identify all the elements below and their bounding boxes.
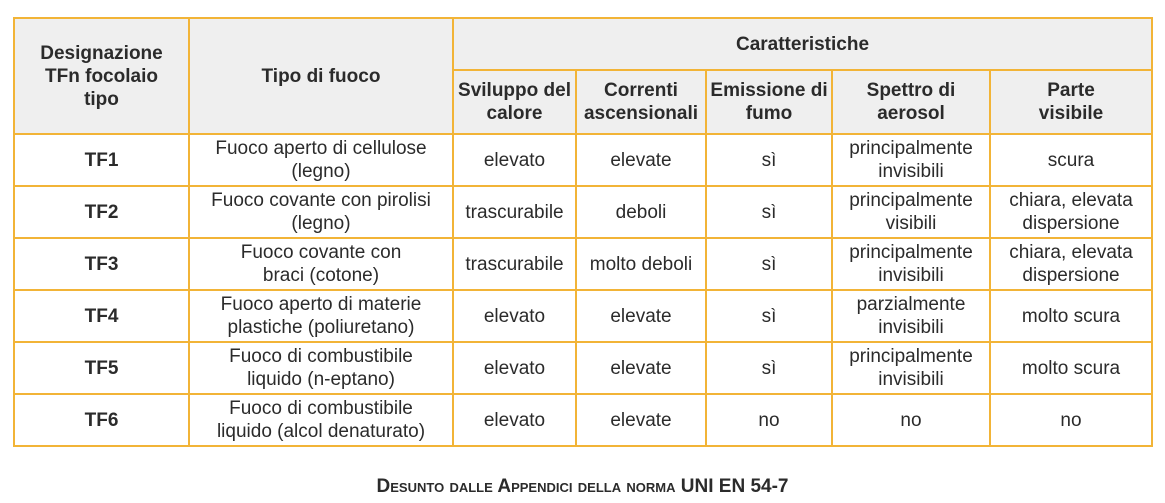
cell-updraft: deboli [576,186,706,238]
cell-smoke: sì [706,290,832,342]
cell-visible: scura [990,134,1152,186]
cell-updraft: elevate [576,342,706,394]
cell-fire-type: Fuoco covante con pirolisi (legno) [189,186,453,238]
cell-fire-type: Fuoco di combustibile liquido (n-eptano) [189,342,453,394]
table-row [14,290,1152,342]
header-designation: Designazione TFn focolaio tipo [14,18,189,134]
cell-aerosol: parzialmente invisibili [832,290,990,342]
cell-smoke: sì [706,134,832,186]
cell-fire-type: Fuoco aperto di materie plastiche (poliuretano) [189,290,453,342]
header-visible: Parte visibile [990,70,1152,134]
cell-aerosol: principalmente invisibili [832,238,990,290]
cell-smoke: sì [706,238,832,290]
cell-fire-type: Fuoco covante con braci (cotone) [189,238,453,290]
cell-aerosol: principalmente invisibili [832,134,990,186]
cell-visible: chiara, elevata dispersione [990,238,1152,290]
cell-code: TF6 [14,394,189,446]
cell-updraft: elevate [576,134,706,186]
cell-code: TF4 [14,290,189,342]
header-heat: Sviluppo del calore [453,70,576,134]
cell-heat: elevato [453,134,576,186]
caption-standard: UNI EN 54-7 [680,476,789,497]
cell-fire-type: Fuoco di combustibile liquido (alcol denaturato) [189,394,453,446]
header-characteristics: Caratteristiche [453,18,1152,70]
header-row-main [14,18,1152,70]
caption-source-text: Desunto dalle Appendici della norma [376,476,676,497]
cell-aerosol: principalmente visibili [832,186,990,238]
cell-code: TF5 [14,342,189,394]
cell-fire-type: Fuoco aperto di cellulose (legno) [189,134,453,186]
cell-updraft: elevate [576,394,706,446]
cell-visible: molto scura [990,342,1152,394]
cell-updraft: molto deboli [576,238,706,290]
table-row [14,186,1152,238]
cell-visible: molto scura [990,290,1152,342]
cell-smoke: sì [706,186,832,238]
table-row [14,134,1152,186]
header-smoke: Emissione di fumo [706,70,832,134]
header-fire-type: Tipo di fuoco [189,18,453,134]
cell-heat: elevato [453,290,576,342]
table-caption [0,476,1165,498]
cell-heat: trascurabile [453,186,576,238]
table-row [14,342,1152,394]
fire-types-table [13,17,1153,447]
cell-code: TF2 [14,186,189,238]
cell-smoke: no [706,394,832,446]
cell-heat: elevato [453,342,576,394]
cell-aerosol: no [832,394,990,446]
cell-code: TF1 [14,134,189,186]
cell-aerosol: principalmente invisibili [832,342,990,394]
cell-visible: chiara, elevata dispersione [990,186,1152,238]
cell-updraft: elevate [576,290,706,342]
header-updraft: Correnti ascensionali [576,70,706,134]
cell-smoke: sì [706,342,832,394]
cell-visible: no [990,394,1152,446]
cell-heat: elevato [453,394,576,446]
cell-heat: trascurabile [453,238,576,290]
cell-code: TF3 [14,238,189,290]
table-row [14,238,1152,290]
table-row [14,394,1152,446]
header-aerosol: Spettro di aerosol [832,70,990,134]
